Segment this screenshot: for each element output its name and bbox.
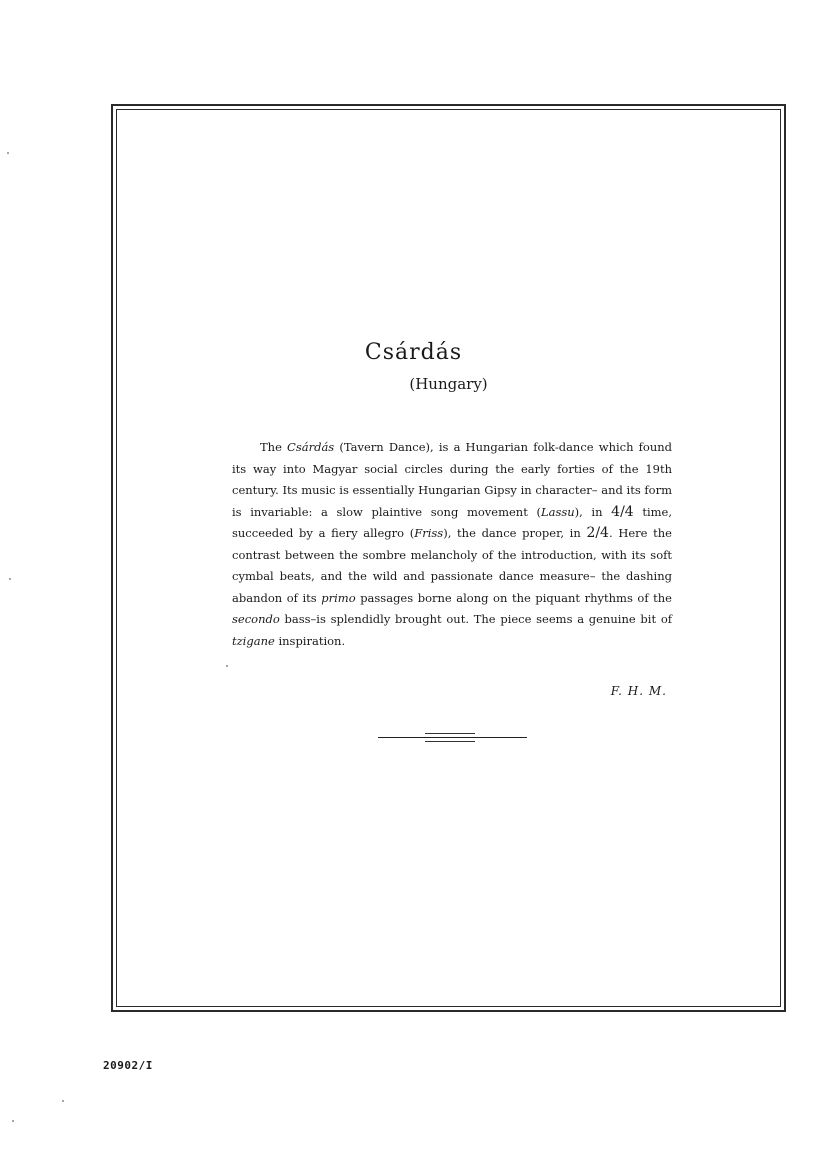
note-text: time, succeeded by a fiery allegro (	[232, 504, 672, 540]
note-lassu: Lassu	[540, 504, 575, 519]
scan-speck	[62, 1100, 64, 1102]
scan-speck	[9, 578, 11, 580]
note-tzigane: tzigane	[232, 633, 275, 648]
note-text: bass–is splendidly brought out. The piece seems a genuine bit of	[279, 612, 672, 626]
ornamental-rule-bottom	[425, 741, 475, 742]
plate-number: 20902/I	[103, 1059, 153, 1072]
note-dance-name: Csárdás	[287, 440, 335, 454]
note-primo: primo	[321, 590, 356, 605]
note-text: The	[260, 440, 288, 454]
note-text: ), in	[574, 504, 612, 519]
program-note	[232, 437, 672, 652]
note-text: ), the dance proper, in	[443, 526, 587, 540]
scan-speck	[12, 1120, 14, 1122]
note-text: passages borne along on the piquant rhythms of the	[355, 590, 672, 605]
note-secondo: secondo	[232, 612, 280, 626]
ornamental-rule-middle	[378, 737, 527, 738]
note-text: . Here the contrast between the sombre melancholy of the introduction, with its soft cymbal beats, and the wild and passionate dance measure– the dashing abandon of its	[232, 526, 672, 605]
piece-title: Csárdás	[364, 340, 463, 365]
scan-speck	[226, 665, 228, 667]
note-text: inspiration.	[274, 633, 346, 648]
piece-subtitle: (Hungary)	[409, 375, 488, 393]
program-note-paragraph	[232, 437, 672, 652]
note-time-signature-2: 2/4	[586, 525, 609, 541]
note-text: (Tavern Dance), is a Hungarian folk-dance which found its way into Magyar social circles during the early forties of the 19th century. Its music is essentially Hungarian Gipsy in character– and its form is invariable: a slow plaintive song movement (	[232, 440, 672, 519]
note-friss: Friss	[414, 526, 444, 540]
ornamental-rule-top	[425, 733, 475, 734]
author-initials: F. H. M.	[610, 684, 667, 698]
note-time-signature-1: 4/4	[611, 503, 634, 520]
scan-speck	[7, 152, 9, 154]
